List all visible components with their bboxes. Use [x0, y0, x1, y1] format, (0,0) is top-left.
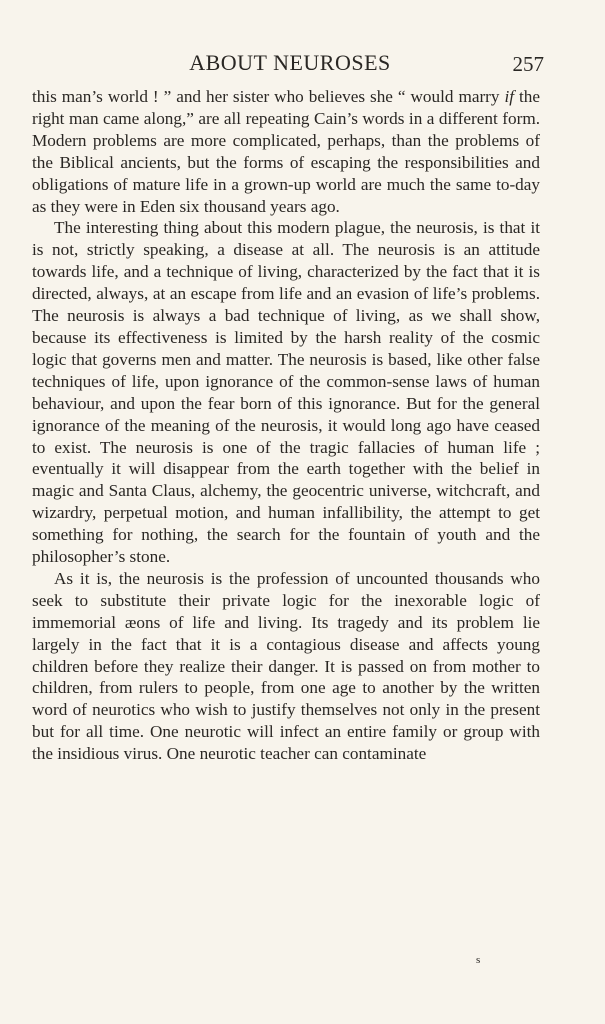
running-title: ABOUT NEUROSES: [189, 50, 391, 75]
signature-mark: s: [476, 954, 481, 966]
body-text: [32, 86, 540, 765]
page-number: 257: [512, 52, 544, 76]
paragraph-text: the right man came along,” are all repeating Cain’s words in a different form. Modern problems are more complicated, perhaps, than the problems of the Biblical ancients, but the forms of escaping the responsibilities and obligations of mature life in a grown-up world are much the same to-day as they were in Eden six thousand years ago.: [32, 87, 541, 216]
paragraph-neurosis-contagion: As it is, the neurosis is the profession of uncounted thousands who seek to substitute their private logic for the inexorable logic of immemorial æons of life and living. Its tragedy and its problem lie largely in the fact that it is a contagious disease and affects young children before they realize their danger. It is passed on from mother to children, from rulers to people, from one age to another by the written word of neurotics who wish to justify themselves not only in the present but for all time. One neurotic will infect an entire family or group with the insidious virus. One neurotic teacher can contaminate: [32, 568, 540, 764]
paragraph-text: this man’s world ! ” and her sister who believes she “ would marry: [32, 87, 505, 106]
page-header: [36, 50, 544, 80]
italic-word: if: [504, 87, 515, 106]
paragraph-continued: [32, 86, 540, 217]
paragraph-neurosis-definition: The interesting thing about this modern plague, the neurosis, is that it is not, strictly speaking, a disease at all. The neurosis is an attitude towards life, and a technique of living, characterized by the fact that it is directed, always, at an escape from life and an evasion of life’s problems. The neurosis is always a bad technique of living, as we shall show, because its effectiveness is limited by the harsh reality of the cosmic logic that governs men and matter. The neurosis is based, like other false techniques of life, upon ignorance of the common-sense laws of human behaviour, and upon the fear born of this ignorance. But for the general ignorance of the meaning of the neurosis, it would long ago have ceased to exist. The neurosis is one of the tragic fallacies of human life ; eventually it will disappear from the earth together with the belief in magic and Santa Claus, alchemy, the geocentric universe, witchcraft, and wizardry, perpetual motion, and human infallibility, the attempt to get something for nothing, the search for the fountain of youth and the philosopher’s stone.: [32, 218, 540, 567]
